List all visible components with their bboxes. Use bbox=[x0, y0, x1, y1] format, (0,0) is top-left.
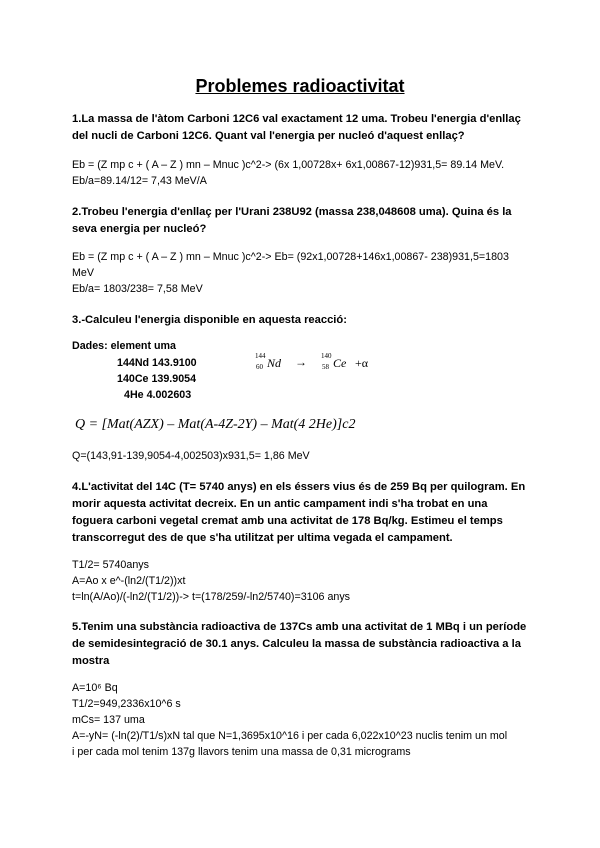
reaction-arrow: → bbox=[295, 355, 307, 369]
problem-2-answer-line-1: Eb = (Z mp c + ( A – Z ) mn – Mnuc )c^2-> Eb= (92x1,00728+146x1,00867- 238)931,5=1803 bbox=[72, 251, 509, 263]
problem-4-answer-line-3: t=ln(A/Ao)/(-ln2/(T1/2))-> t=(178/259/-ln2/5740)=3106 anys bbox=[72, 591, 351, 603]
reaction-mass-number-2: 140 bbox=[321, 352, 332, 360]
problem-1-question-line-1: 1.La massa de l'àtom Carboni 12C6 val exactament 12 uma. Trobeu l'energia d'enllaç bbox=[72, 113, 521, 125]
problem-3-data-row: 4He 4.002603 bbox=[124, 389, 192, 401]
problem-4-answer-line-1: T1/2= 5740anys bbox=[72, 559, 149, 571]
problem-4-question-line-2: morir aquesta activitat decreix. En un antic campament indi s'ha trobat en una bbox=[72, 498, 488, 510]
reaction-symbol-2: Ce bbox=[333, 356, 347, 370]
problem-5-answer-line-4: A=-yN= (-ln(2)/T1/s)xN tal que N=1,3695x10^16 i per cada 6,022x10^23 nuclis tenim un mol bbox=[72, 730, 508, 742]
problem-3-question: 3.-Calculeu l'energia disponible en aquesta reacció: bbox=[72, 314, 347, 326]
problem-5-answer-line-5: i per cada mol tenim 137g llavors tenim una massa de 0,31 micrograms bbox=[72, 746, 411, 758]
reaction-alpha: +α bbox=[355, 356, 369, 370]
problem-3-answer: Q=(143,91-139,9054-4,002503)x931,5= 1,86 MeV bbox=[72, 450, 310, 462]
problem-2-answer-line-2: MeV bbox=[72, 267, 94, 279]
problem-1-answer-line-2: Eb/a=89.14/12= 7,43 MeV/A bbox=[72, 175, 207, 187]
q-value-formula: Q = [Mat(AZX) – Mat(A-4Z-2Y) – Mat(4 2He)]c2 bbox=[75, 417, 356, 432]
reaction-atomic-number-1: 60 bbox=[256, 363, 263, 371]
problem-5-question-line-3: mostra bbox=[72, 655, 110, 667]
problem-5-question-line-2: de semidesintegració de 30.1 anys. Calculeu la massa de substància radioactiva a la bbox=[72, 638, 521, 650]
problem-3-data-row: 140Ce 139.9054 bbox=[117, 373, 197, 385]
problem-3-data-label: Dades: element uma bbox=[72, 340, 176, 352]
problem-1-question-line-2: del nucli de Carboni 12C6. Quant val l'energia per nucleó d'aquest enllaç? bbox=[72, 130, 465, 142]
problem-2-question-line-1: 2.Trobeu l'energia d'enllaç per l'Urani 238U92 (massa 238,048608 uma). Quina és la bbox=[72, 206, 512, 218]
problem-2-answer-line-3: Eb/a= 1803/238= 7,58 MeV bbox=[72, 283, 203, 295]
problem-4-answer-line-2: A=Ao x e^-(ln2/(T1/2))xt bbox=[72, 575, 186, 587]
problem-5-question-line-1: 5.Tenim una substància radioactiva de 137Cs amb una activitat de 1 MBq i un període bbox=[72, 621, 527, 633]
problem-2-question-line-2: seva energia per nucleó? bbox=[72, 223, 207, 235]
problem-4-question-line-4: transcorregut des de que s'ha utilitzat per ultima vegada el campament. bbox=[72, 532, 453, 544]
problem-3-data-row: 144Nd 143.9100 bbox=[117, 357, 197, 369]
problem-5-answer-line-3: mCs= 137 uma bbox=[72, 714, 145, 726]
reaction-symbol-1: Nd bbox=[267, 356, 282, 370]
problem-1-answer-line-1: Eb = (Z mp c + ( A – Z ) mn – Mnuc )c^2-> (6x 1,00728x+ 6x1,00867-12)931,5= 89.14 MeV. bbox=[72, 159, 505, 171]
reaction-mass-number-1: 144 bbox=[255, 352, 266, 360]
nuclear-reaction bbox=[255, 352, 369, 377]
reaction-atomic-number-2: 58 bbox=[322, 363, 329, 371]
problem-4-question-line-3: foguera carboni vegetal cremat amb una activitat de 178 Bq/kg. Estimeu el temps bbox=[72, 515, 503, 527]
page-title: Problemes radioactivitat bbox=[195, 76, 405, 96]
problem-4-question-line-1: 4.L'activitat del 14C (T= 5740 anys) en els éssers vius és de 259 Bq per quilogram. En bbox=[72, 481, 526, 493]
problem-5-answer-line-2: T1/2=949,2336x10^6 s bbox=[72, 698, 181, 710]
problem-5-answer-line-1: A=10⁶ Bq bbox=[72, 682, 118, 694]
